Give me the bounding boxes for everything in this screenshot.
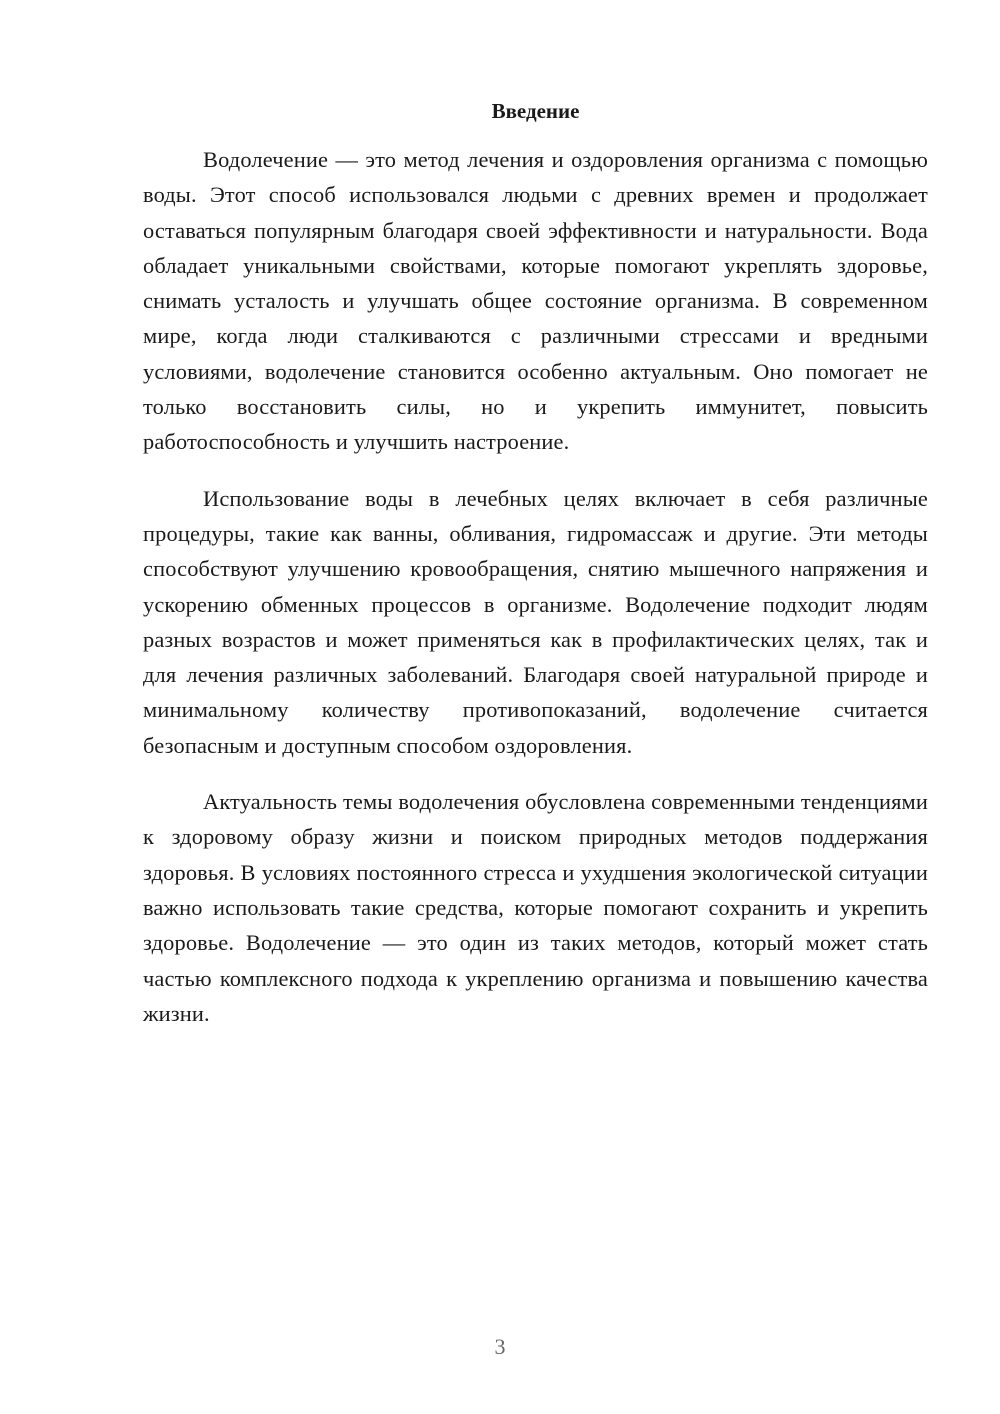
page-number: 3 [494, 1334, 506, 1359]
paragraph-1: Водолечение — это метод лечения и оздоровления организма с помощью воды. Этот способ использовался людьми с древних времен и продолжает оставаться популярным благодаря своей эффективности и натуральности. Вода обладает уникальными свойствами, которые помогают укреплять здоровье, снимать усталость и улучшать общее состояние организма. В современном мире, когда люди сталкиваются с различными стрессами и вредными условиями, водолечение становится особенно актуальным. Оно помогает не только восстановить силы, но и укрепить иммунитет, повысить работоспособность и улучшить настроение. [143, 147, 928, 455]
paragraph-3: Актуальность темы водолечения обусловлена современными тенденциями к здоровому образу жизни и поиском природных методов поддержания здоровья. В условиях постоянного стресса и ухудшения экологической ситуации важно использовать такие средства, которые помогают сохранить и укрепить здоровье. Водолечение — это один из таких методов, который может стать частью комплексного подхода к укреплению организма и повышению качества жизни. [143, 789, 928, 1026]
section-heading: Введение [491, 99, 580, 123]
document-body [143, 142, 928, 1052]
paragraph-2: Использование воды в лечебных целях включает в себя различные процедуры, такие как ванны, обливания, гидромассаж и другие. Эти методы способствуют улучшению кровообращения, снятию мышечного напряжения и ускорению обменных процессов в организме. Водолечение подходит людям разных возрастов и может применяться как в профилактических целях, так и для лечения различных заболеваний. Благодаря своей натуральной природе и минимальному количеству противопоказаний, водолечение считается безопасным и доступным способом оздоровления. [143, 485, 928, 758]
